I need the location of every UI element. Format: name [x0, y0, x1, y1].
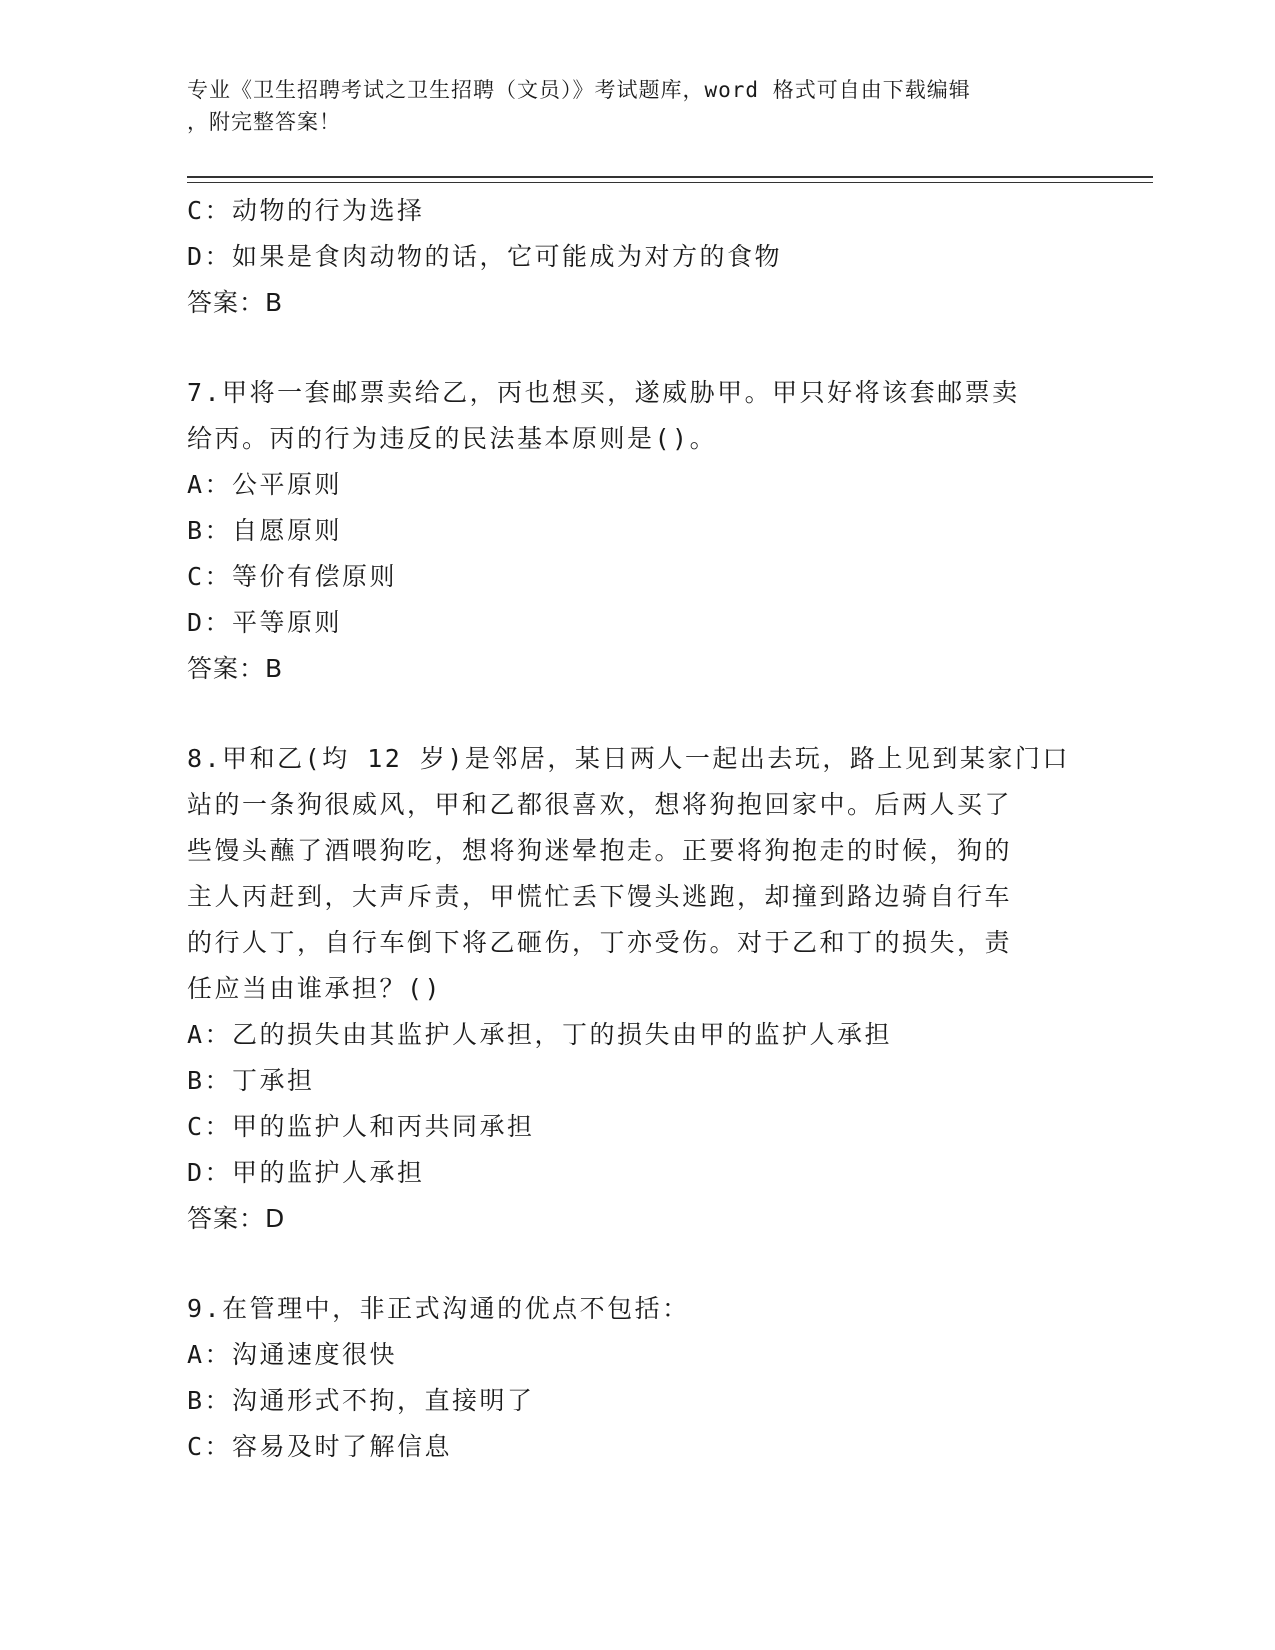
header-rule-thick	[187, 176, 1153, 178]
option-c: C：甲的监护人和丙共同承担	[187, 1112, 535, 1141]
option-c: C：动物的行为选择	[187, 196, 425, 225]
question-9	[187, 1286, 1087, 1470]
question-stem-line: 些馒头蘸了酒喂狗吃，想将狗迷晕抱走。正要将狗抱走的时候，狗的	[187, 836, 1013, 865]
option-d: D：平等原则	[187, 608, 343, 637]
page-content	[187, 188, 1087, 1470]
question-stem-line: 的行人丁，自行车倒下将乙砸伤，丁亦受伤。对于乙和丁的损失，责	[187, 928, 1013, 957]
page-header	[187, 74, 1067, 138]
option-d: D：甲的监护人承担	[187, 1158, 425, 1187]
question-stem-line: 8.甲和乙(均 12 岁)是邻居，某日两人一起出去玩，路上见到某家门口	[187, 744, 1070, 773]
spacer	[187, 692, 1087, 736]
spacer	[187, 1242, 1087, 1286]
option-b: B：自愿原则	[187, 516, 343, 545]
option-a: A：乙的损失由其监护人承担，丁的损失由甲的监护人承担	[187, 1020, 893, 1049]
question-8	[187, 736, 1087, 1242]
option-b: B：沟通形式不拘，直接明了	[187, 1386, 535, 1415]
option-c: C：等价有偿原则	[187, 562, 398, 591]
answer: 答案：D	[187, 1204, 286, 1233]
question-7	[187, 370, 1087, 692]
question-stem-line: 7.甲将一套邮票卖给乙，丙也想买，遂威胁甲。甲只好将该套邮票卖	[187, 378, 1020, 407]
question-stem-line: 主人丙赶到，大声斥责，甲慌忙丢下馒头逃跑，却撞到路边骑自行车	[187, 882, 1013, 911]
answer: 答案：B	[187, 654, 284, 683]
option-a: A：沟通速度很快	[187, 1340, 398, 1369]
answer: 答案：B	[187, 288, 284, 317]
question-6-tail	[187, 188, 1087, 326]
question-stem-line: 站的一条狗很威风，甲和乙都很喜欢，想将狗抱回家中。后两人买了	[187, 790, 1013, 819]
option-b: B：丁承担	[187, 1066, 315, 1095]
spacer	[187, 326, 1087, 370]
header-line-1: 专业《卫生招聘考试之卫生招聘（文员）》考试题库，word 格式可自由下载编辑	[187, 78, 971, 102]
option-c: C：容易及时了解信息	[187, 1432, 453, 1461]
header-rule-thin	[187, 182, 1153, 183]
question-stem-line: 任应当由谁承担？()	[187, 974, 443, 1003]
option-a: A：公平原则	[187, 470, 343, 499]
question-stem-line: 给丙。丙的行为违反的民法基本原则是()。	[187, 424, 718, 453]
option-d: D：如果是食肉动物的话，它可能成为对方的食物	[187, 242, 783, 271]
header-line-2: ，附完整答案！	[187, 110, 341, 134]
question-stem-line: 9.在管理中，非正式沟通的优点不包括：	[187, 1294, 690, 1323]
